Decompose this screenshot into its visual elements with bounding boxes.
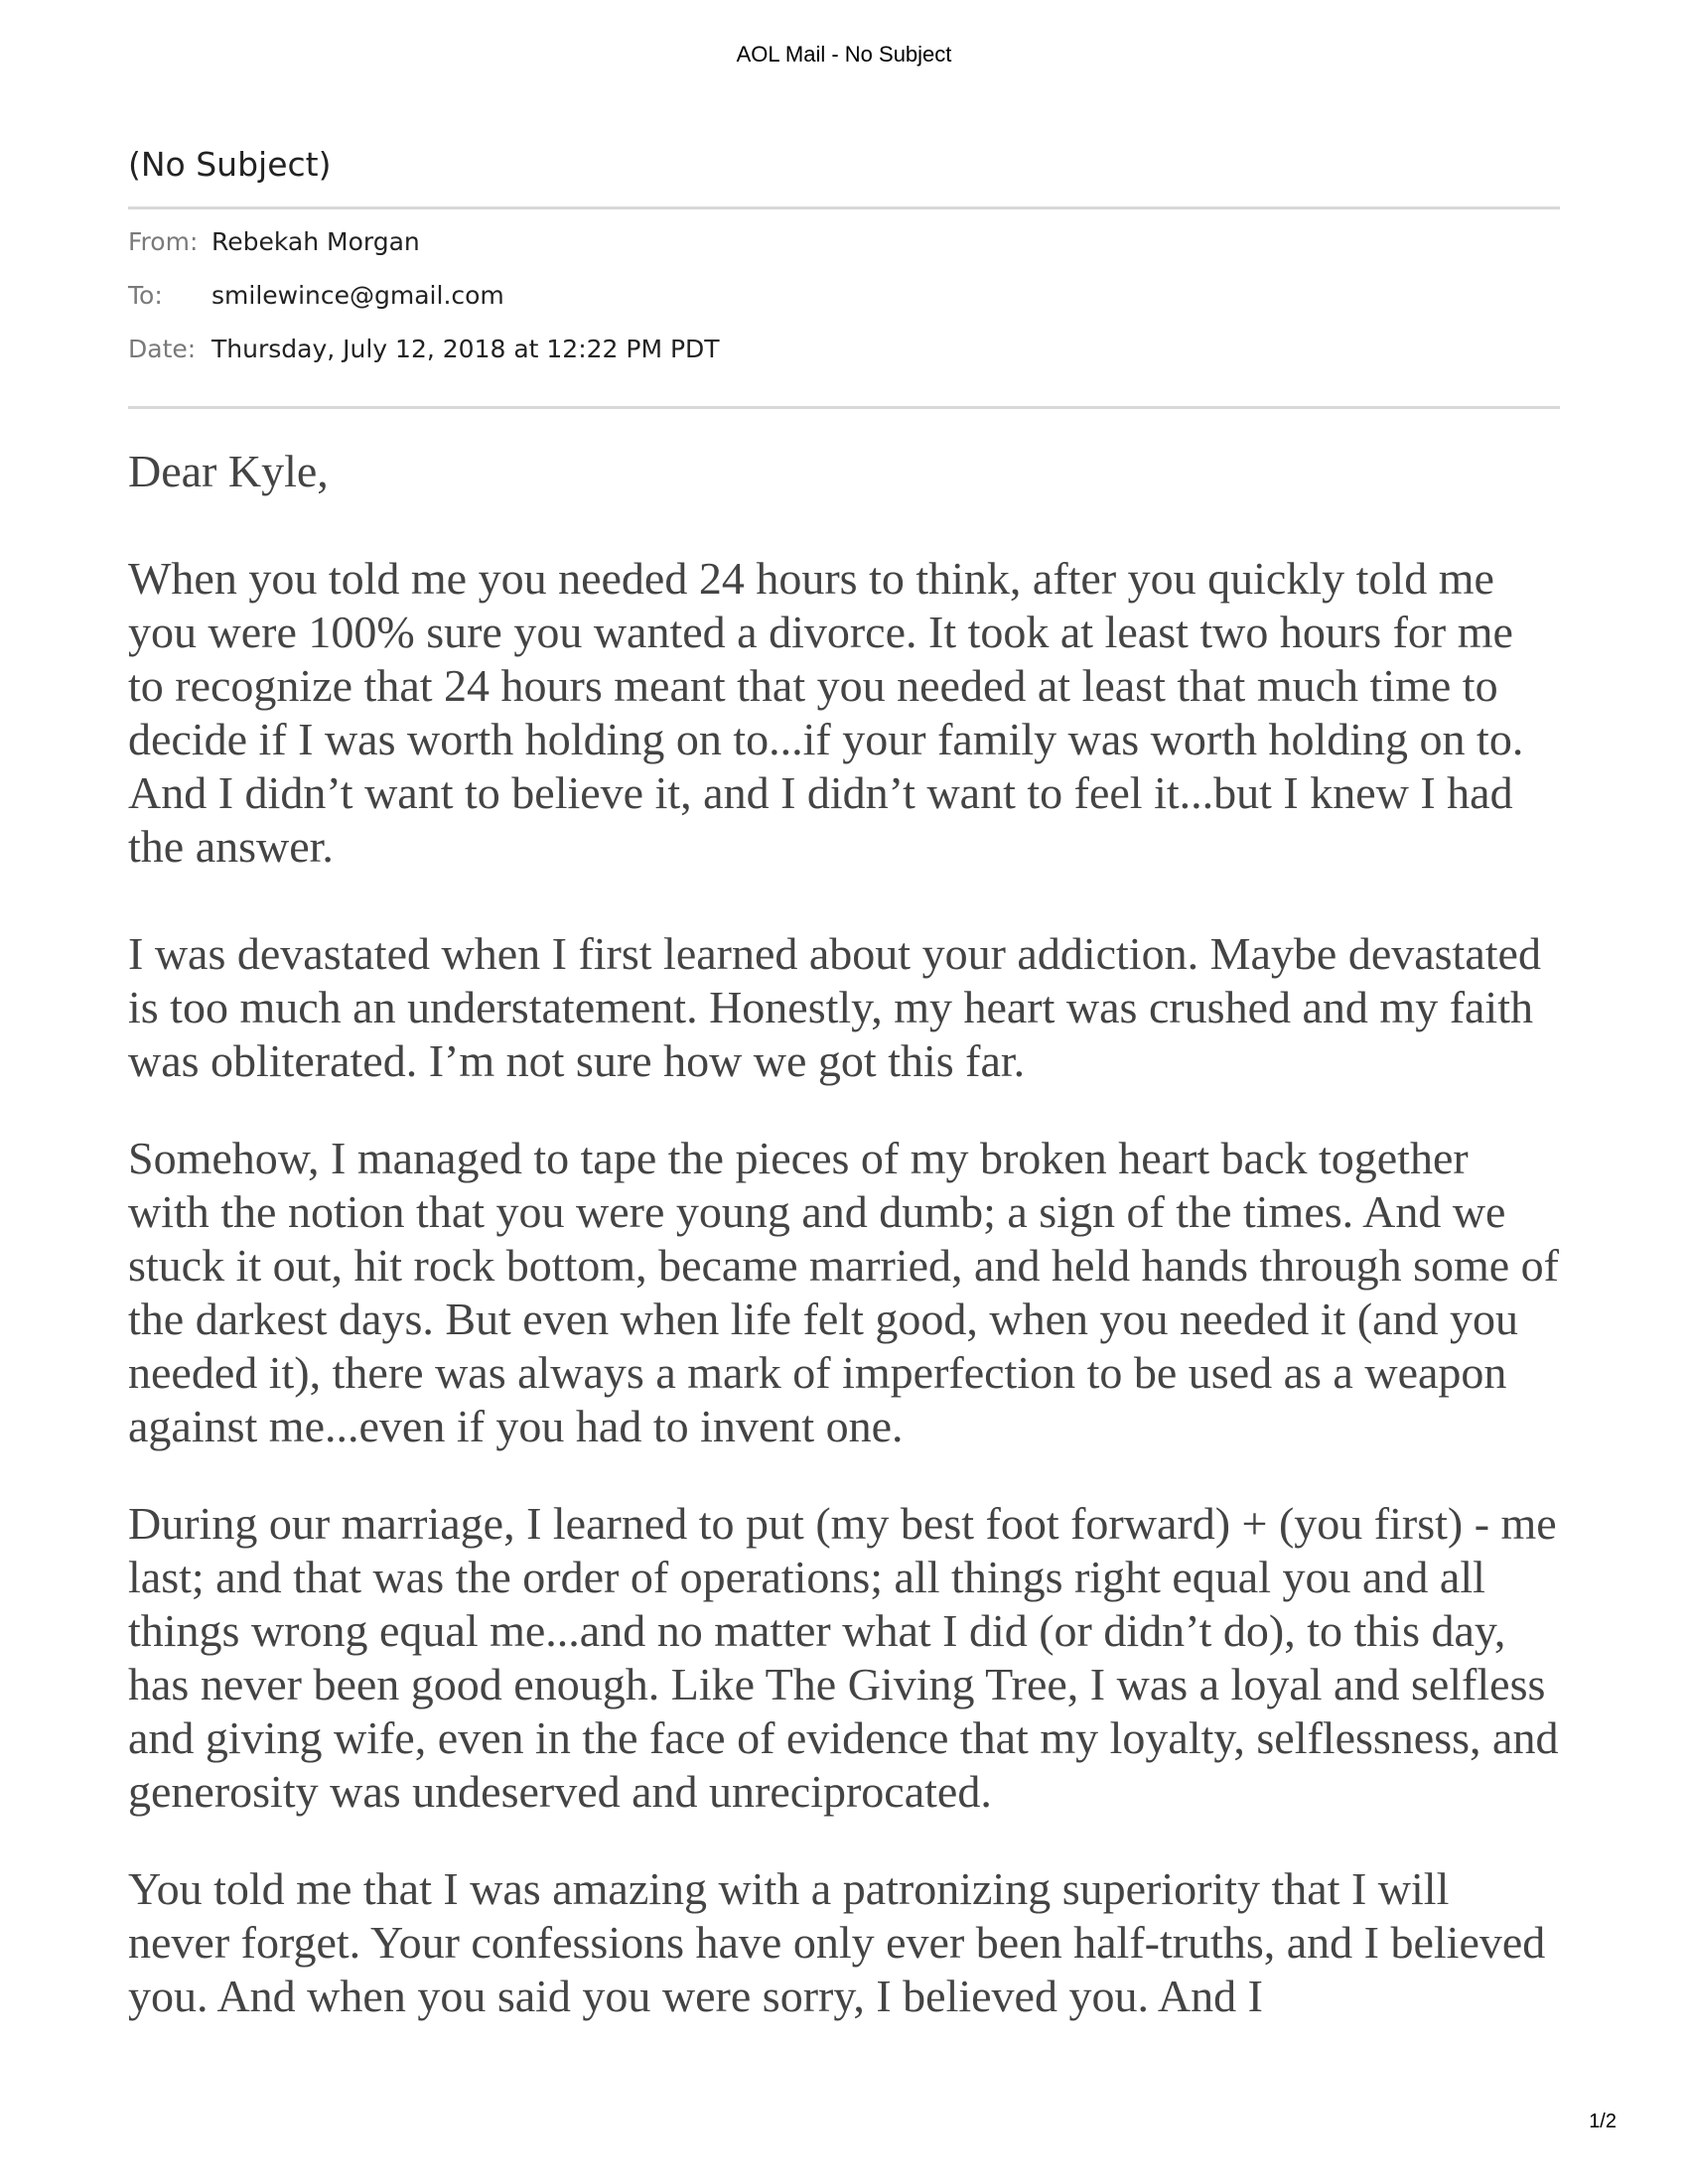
greeting: Dear Kyle, (128, 445, 329, 496)
body-paragraph: During our marriage, I learned to put (my best foot forward) + (you first) - me last; and that was the order of operations; all things right equal you and all things wrong equal me...and no matter what I did (or didn’t do), to this day, has never been good enough. Like The Giving Tree, I was a loyal and selfless and giving wife, even in the face of evidence that my loyalty, selflessness, and generosity was undeserved and unreciprocated. (128, 1497, 1559, 1817)
body-paragraph: You told me that I was amazing with a patronizing superiority that I will never forget. Your confessions have only ever been half-truths, and I believed you. And when you said you were sorry, I believed you. And I (128, 1862, 1546, 2021)
email-body (128, 409, 1560, 2023)
from-label: From: (128, 226, 199, 256)
email-meta (128, 209, 1560, 409)
body-paragraph: Somehow, I managed to tape the pieces of my broken heart back together with the notion that you were young and dumb; a sign of the times. And we stuck it out, hit rock bottom, became married, and held hands through some of the darkest days. But even when life felt good, when you needed it (and you needed it), there was always a mark of imperfection to be used as a weapon against me...even if you had to invent one. (128, 1132, 1560, 1451)
from-value: Rebekah Morgan (211, 226, 420, 256)
body-paragraph: I was devastated when I first learned about your addiction. Maybe devastated is too much an understatement. Honestly, my heart was crushed and my faith was obliterated. I’m not sure how we got this far. (128, 927, 1541, 1086)
date-value: Thursday, July 12, 2018 at 12:22 PM PDT (211, 334, 720, 363)
page-number: 1/2 (1589, 2111, 1617, 2132)
from-row (128, 227, 1560, 281)
date-label: Date: (128, 334, 197, 363)
date-row (128, 335, 1560, 388)
page-header-title: AOL Mail - No Subject (736, 42, 952, 67)
to-value: smilewince@gmail.com (211, 280, 504, 310)
to-row (128, 281, 1560, 335)
email-subject: (No Subject) (128, 145, 1560, 209)
body-paragraph: When you told me you needed 24 hours to think, after you quickly told me you were 100% sure you wanted a divorce. It took at least two hours for me to recognize that 24 hours meant that you needed at least that much time to decide if I was worth holding on to...if your family was worth holding on to. And I didn’t want to believe it, and I didn’t want to feel it...but I knew I had the answer. (128, 552, 1524, 872)
to-label: To: (128, 280, 163, 310)
email-content (128, 145, 1560, 2067)
